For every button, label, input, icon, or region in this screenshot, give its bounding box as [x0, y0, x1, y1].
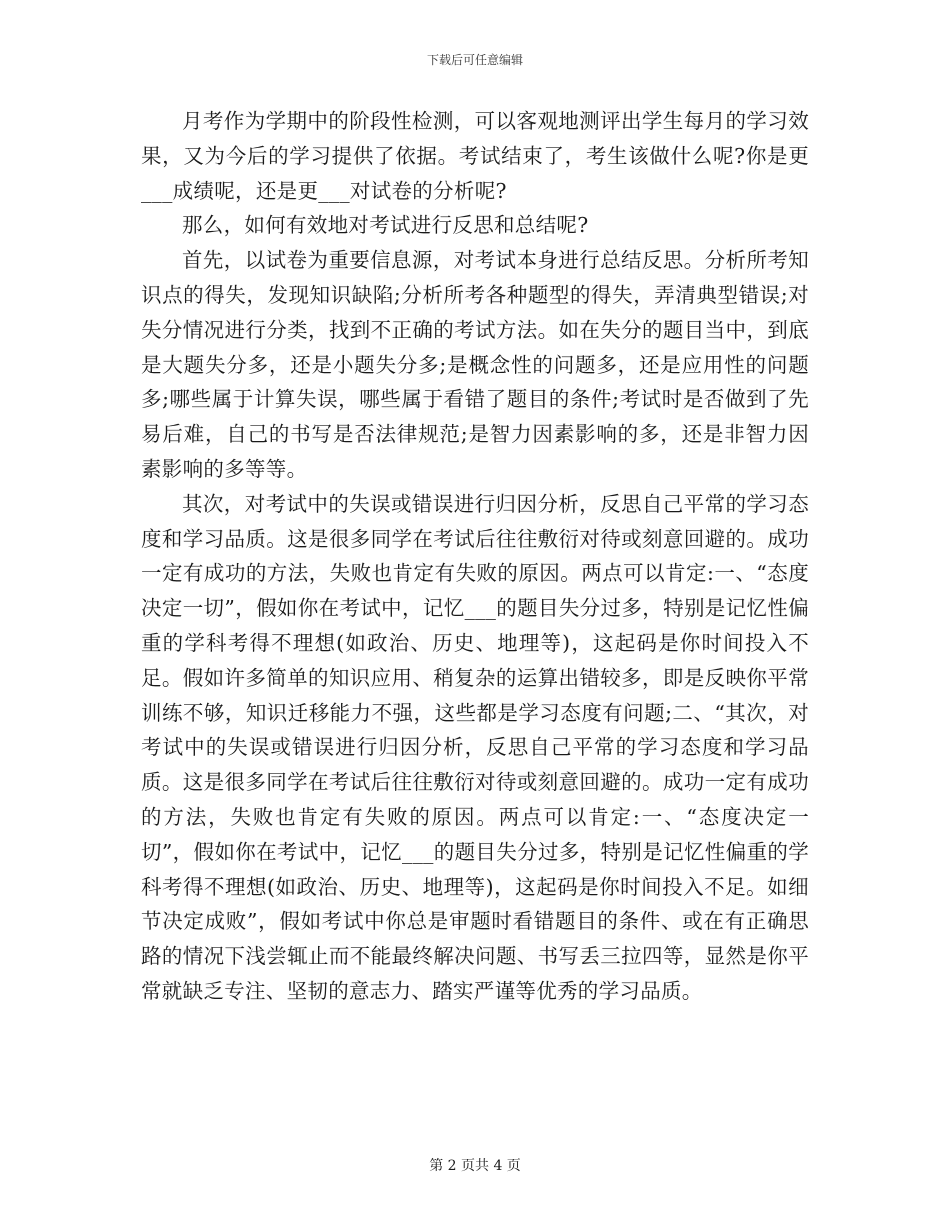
paragraph-intro: 月考作为学期中的阶段性检测，可以客观地测评出学生每月的学习效果，又为今后的学习提供了依据。考试结束了，考生该做什么呢?你是更___成绩呢，还是更___对试卷的分析呢?: [141, 109, 809, 203]
page-header: 下载后可任意编辑: [426, 53, 523, 67]
paragraph-first: 首先，以试卷为重要信息源，对考试本身进行总结反思。分析所考知识点的得失，发现知识缺陷;分析所考各种题型的得失，弄清典型错误;对失分情况进行分类，找到不正确的考试方法。如在失分的题目当中，到底是大题失分多，还是小题失分多;是概念性的问题多，还是应用性的问题多;哪些属于计算失误，哪些属于看错了题目的条件;考试时是否做到了先易后难，自己的书写是否法律规范;是智力因素影响的多，还是非智力因素影响的多等等。: [141, 248, 809, 481]
document-body: [141, 104, 809, 1009]
paragraph-second: 其次，对考试中的失误或错误进行归因分析，反思自己平常的学习态度和学习品质。这是很多同学在考试后往往敷衍对待或刻意回避的。成功一定有成功的方法，失败也肯定有失败的原因。两点可以肯定:一、“态度决定一切”，假如你在考试中，记忆___的题目失分过多，特别是记忆性偏重的学科考得不理想(如政治、历史、地理等)，这起码是你时间投入不足。假如许多简单的知识应用、稍复杂的运算出错较多，即是反映你平常训练不够，知识迁移能力不强，这些都是学习态度有问题;二、“其次，对考试中的失误或错误进行归因分析，反思自己平常的学习态度和学习品质。这是很多同学在考试后往往敷衍对待或刻意回避的。成功一定有成功的方法，失败也肯定有失败的原因。两点可以肯定:一、“态度决定一切”，假如你在考试中，记忆___的题目失分过多，特别是记忆性偏重的学科考得不理想(如政治、历史、地理等)，这起码是你时间投入不足。如细节决定成败”，假如考试中你总是审题时看错题目的条件、或在有正确思路的情况下浅尝辄止而不能最终解决问题、书写丢三拉四等，显然是你平常就缺乏专注、坚韧的意志力、踏实严谨等优秀的学习品质。: [141, 491, 809, 1003]
page-number: 第 2 页共 4 页: [429, 1158, 521, 1174]
paragraph-question: 那么，如何有效地对考试进行反思和总结呢?: [182, 213, 589, 238]
